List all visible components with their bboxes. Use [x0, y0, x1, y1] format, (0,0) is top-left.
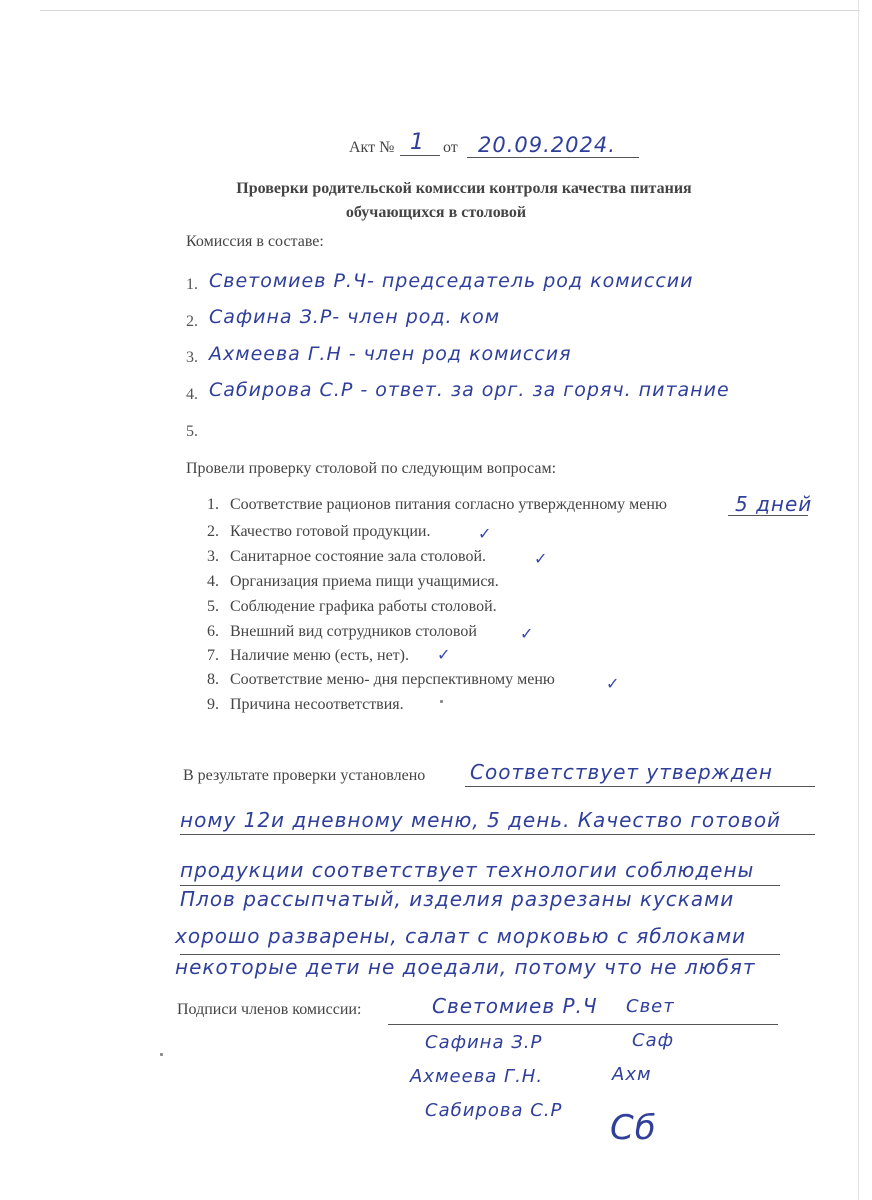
doc-title-line1: Проверки родительской комиссии контроля качества питания [236, 180, 692, 197]
member-num: 1. [186, 276, 198, 293]
member-num: 5. [186, 423, 198, 440]
act-number-line [400, 155, 440, 156]
date-line [467, 157, 639, 158]
signature-mark: Ахм [612, 1064, 652, 1085]
member-num: 2. [186, 313, 198, 330]
member-name: Светомиев Р.Ч- председатель род комиссии [209, 270, 694, 292]
result-label: В результате проверки установлено [183, 767, 426, 784]
scan-edge-top [40, 10, 860, 11]
result-line [180, 834, 815, 835]
result-text: продукции соответствует технологии соблюдены [180, 858, 755, 882]
act-date: 20.09.2024. [478, 133, 616, 157]
signatures-label: Подписи членов комиссии: [177, 1001, 362, 1018]
member-name: Сафина З.Р- член род. ком [209, 306, 501, 328]
check-mark: ✓ [606, 674, 620, 693]
question-text: Наличие меню (есть, нет). [230, 647, 409, 664]
question-num: 2. [207, 523, 219, 540]
signature-line [388, 1024, 778, 1025]
question-text: Организация приема пищи учащимися. [230, 573, 499, 590]
check-mark: ✓ [534, 549, 548, 568]
act-label: Акт № [349, 139, 395, 156]
doc-title-line2: обучающихся в столовой [345, 204, 527, 221]
question-text: Причина несоответствия. [230, 696, 404, 713]
question-num: 9. [207, 696, 219, 713]
question-text: Соответствие рационов питания согласно утвержденному меню [230, 496, 667, 513]
result-line [180, 885, 780, 886]
result-text: некоторые дети не доедали, потому что не любят [175, 955, 756, 979]
result-text: Плов рассыпчатый, изделия разрезаны кусками [180, 887, 735, 911]
signature-name: Ахмеева Г.Н. [410, 1066, 544, 1087]
question-num: 3. [207, 548, 219, 565]
result-line [465, 786, 815, 787]
question-text: Соответствие меню- дня перспективному меню [230, 671, 555, 688]
signature-name: Светомиев Р.Ч [432, 994, 598, 1018]
question-num: 4. [207, 573, 219, 590]
signature-name: Сабирова С.Р [425, 1100, 563, 1121]
signature-name: Сафина З.Р [425, 1032, 543, 1053]
question-num: 8. [207, 671, 219, 688]
question-num: 7. [207, 647, 219, 664]
question-note: 5 дней [735, 492, 813, 516]
from-label: от [443, 139, 458, 156]
result-text: ному 12и дневному меню, 5 день. Качество готовой [180, 808, 782, 832]
result-text: Соответствует утвержден [470, 760, 773, 784]
check-mark: ✓ [520, 624, 534, 643]
scan-speck [160, 1053, 163, 1056]
member-num: 3. [186, 349, 198, 366]
member-name: Сабирова С.Р - ответ. за орг. за горяч. питание [209, 379, 730, 401]
signature-mark: Сб [610, 1108, 657, 1148]
member-name: Ахмеева Г.Н - член род комиссия [209, 343, 572, 365]
question-num: 5. [207, 598, 219, 615]
commission-label: Комиссия в составе: [186, 233, 324, 250]
question-text: Санитарное состояние зала столовой. [230, 548, 487, 565]
signature-mark: Свет [626, 996, 675, 1017]
act-number: 1 [410, 130, 425, 155]
signature-mark: Саф [632, 1030, 674, 1051]
question-text: Качество готовой продукции. [230, 523, 431, 540]
question-num: 1. [207, 496, 219, 513]
result-text: хорошо разварены, салат с морковью с яблоками [175, 924, 747, 948]
question-text: Внешний вид сотрудников столовой [230, 623, 477, 640]
member-num: 4. [186, 386, 198, 403]
check-mark: ✓ [478, 524, 492, 543]
questions-label: Провели проверку столовой по следующим вопросам: [186, 460, 557, 477]
scan-speck [440, 700, 443, 703]
question-text: Соблюдение графика работы столовой. [230, 598, 497, 615]
check-mark: ✓ [437, 645, 451, 664]
question-num: 6. [207, 623, 219, 640]
